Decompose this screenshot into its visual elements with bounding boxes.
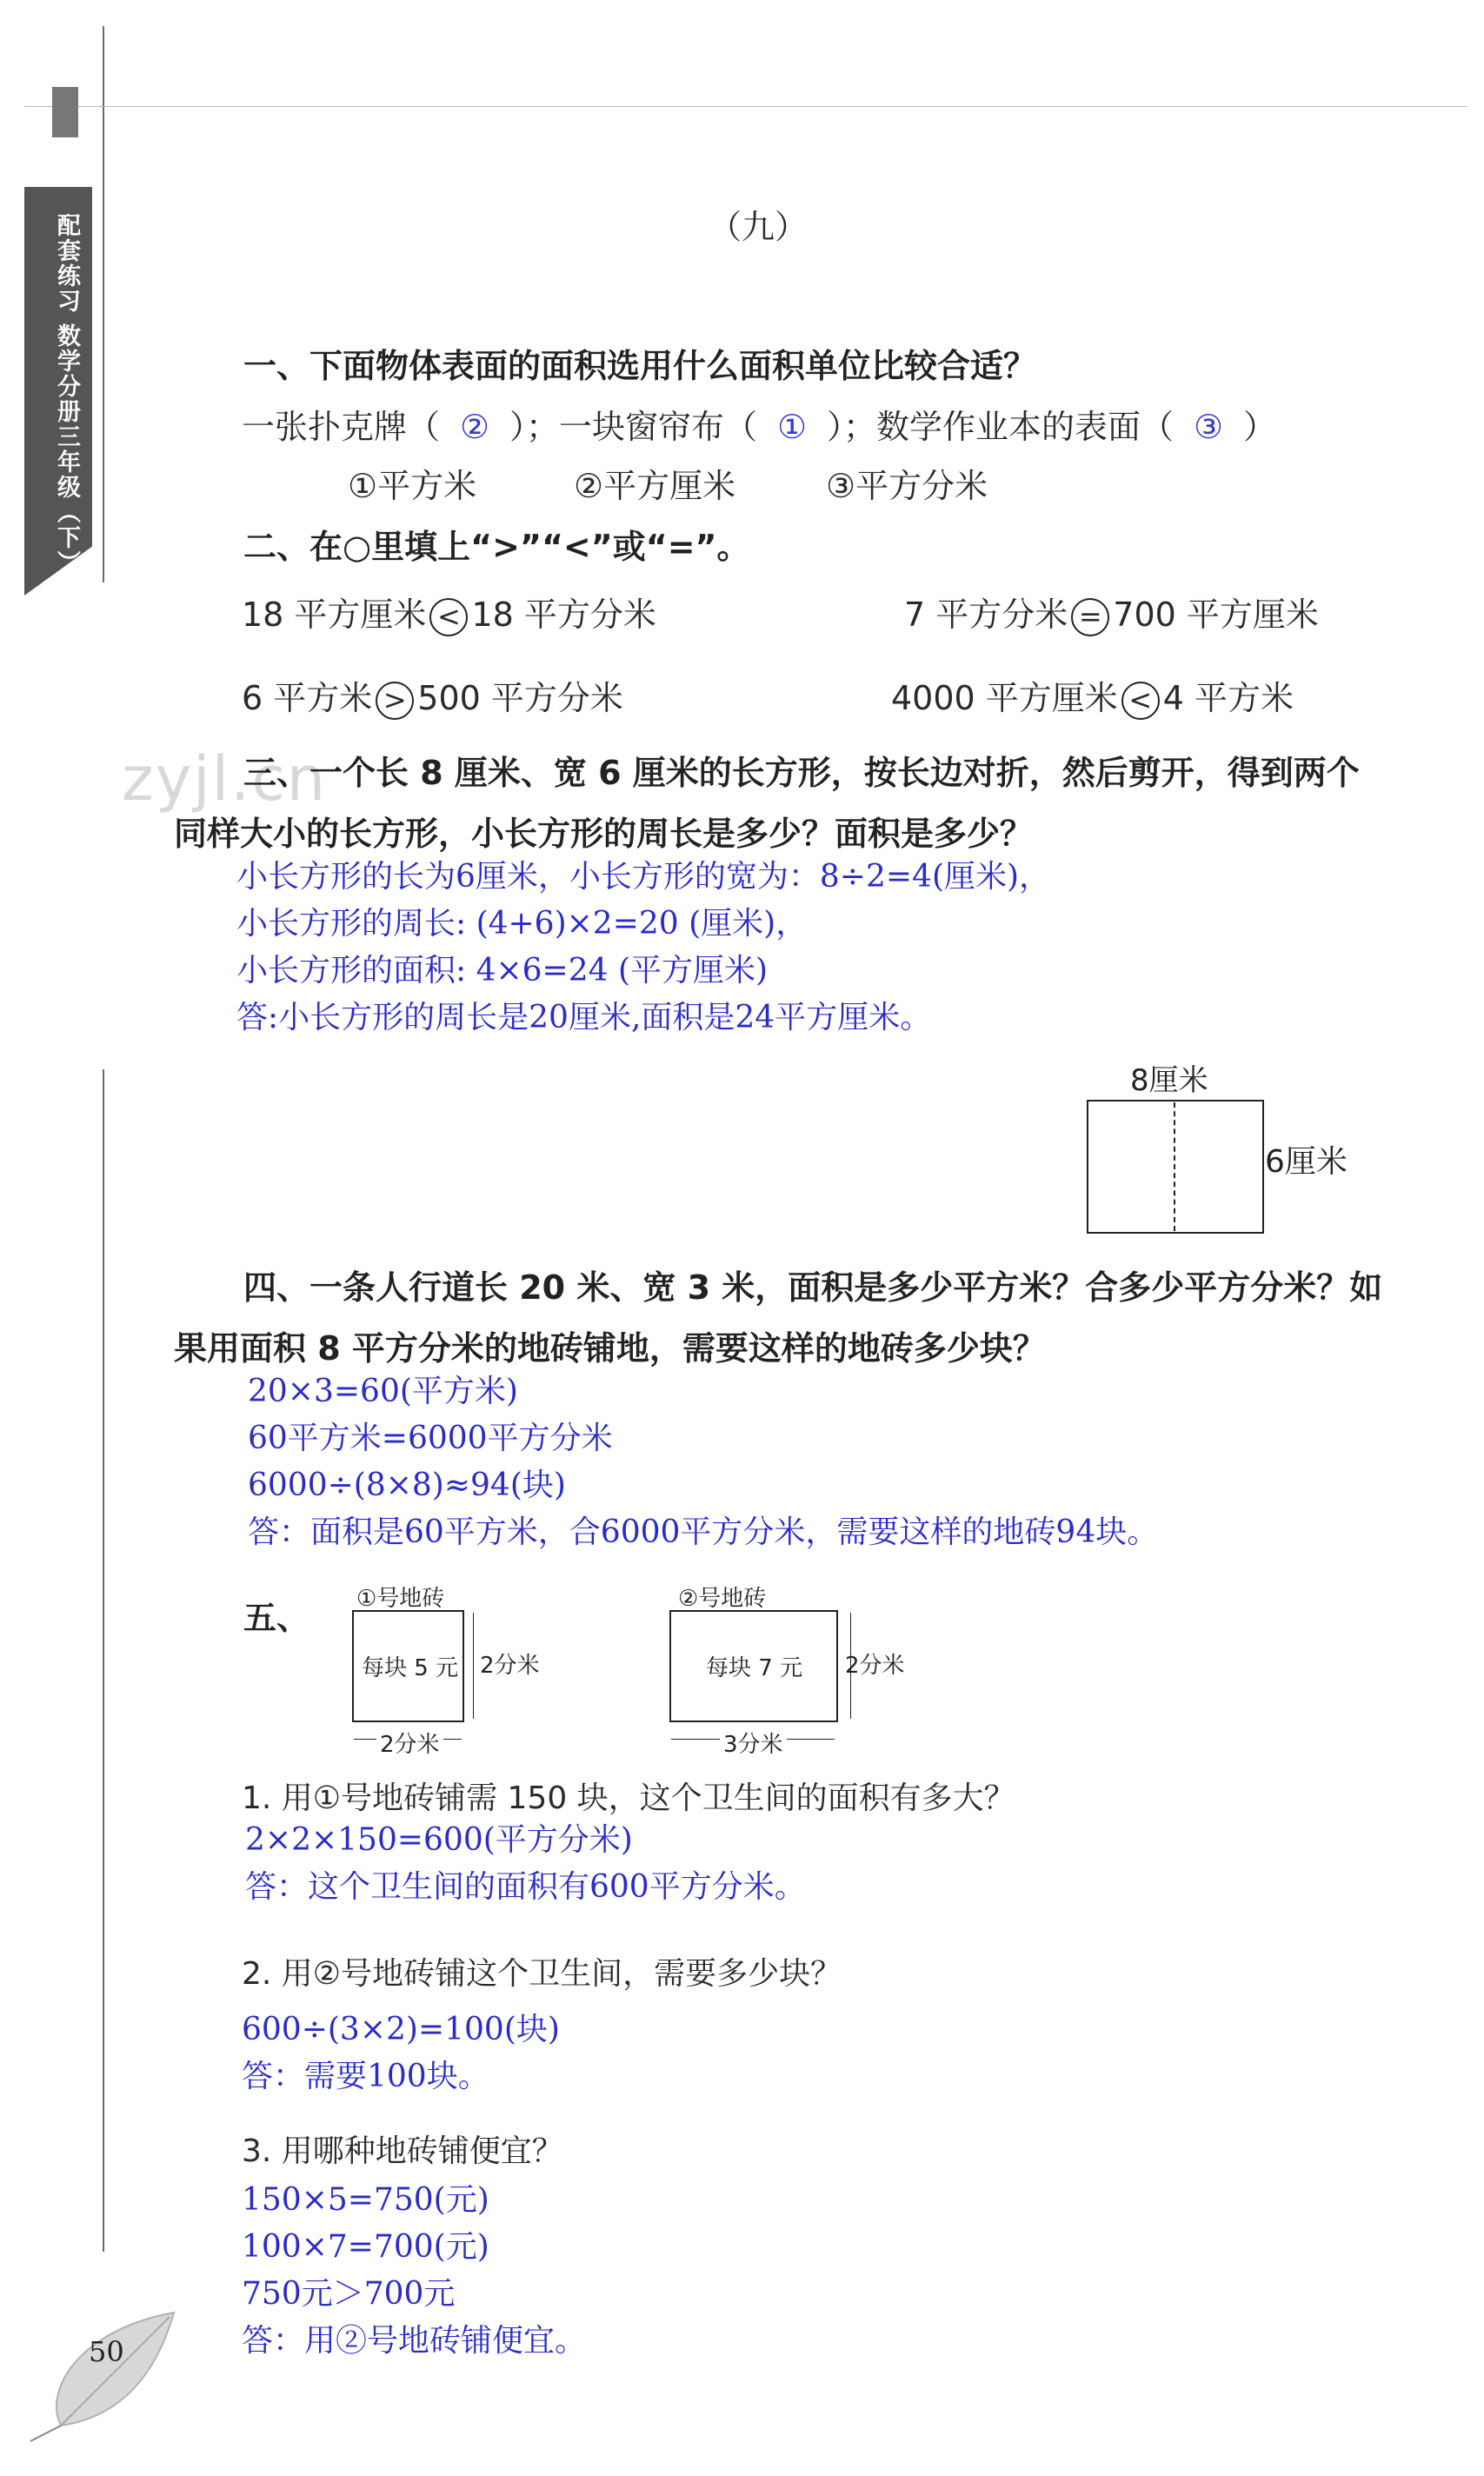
leaf-icon xyxy=(26,2295,183,2443)
sidebar-label: 配套练习 数学分册三年级（下） xyxy=(53,213,80,576)
tile2-price: 每块 7 元 xyxy=(706,1655,803,1681)
q2-item-2-left: 7 平方分米 xyxy=(904,596,1068,634)
q3-diagram-side-label: 6厘米 xyxy=(1265,1144,1348,1180)
q3-answer-4: 答:小长方形的周长是20厘米,面积是24平方厘米。 xyxy=(236,1000,932,1035)
q1-option-1: ①平方米 xyxy=(348,467,477,505)
watermark: zyjl.cn xyxy=(122,743,328,815)
q5-sub3-answer-1: 150×5=750(元) xyxy=(242,2182,489,2218)
q5-sub2-answer-2: 答：需要100块。 xyxy=(242,2059,489,2094)
tile1-height: 2分米 xyxy=(480,1653,540,1679)
tile1-height-arrow xyxy=(473,1613,474,1719)
q5-sub3-answer-3: 750元＞700元 xyxy=(242,2276,456,2312)
q4-answer-1: 20×3=60(平方米) xyxy=(248,1374,518,1409)
q4-title-line2: 果用面积 8 平方分米的地砖铺地，需要这样的地砖多少块？ xyxy=(174,1329,1046,1368)
q3-answer-3: 小长方形的面积: 4×6=24 (平方厘米) xyxy=(236,953,769,988)
q3-answer-1: 小长方形的长为6厘米，小长方形的宽为：8÷2=4(厘米)， xyxy=(236,859,1051,895)
q2-item-3-left: 6 平方米 xyxy=(242,679,373,717)
section-title: （九） xyxy=(709,208,809,246)
q2-item-2-right: 700 平方厘米 xyxy=(1113,596,1319,634)
q2-item-2 xyxy=(904,588,1319,636)
q5-sub1-answer-2: 答：这个卫生间的面积有600平方分米。 xyxy=(245,1869,806,1905)
tile1-price: 每块 5 元 xyxy=(362,1655,459,1681)
q5-sub3-question: 3. 用哪种地砖铺便宜？ xyxy=(242,2133,563,2169)
page-number: 50 xyxy=(89,2335,124,2368)
margin-rule-top xyxy=(103,26,104,582)
q5-sub3-answer-2: 100×7=700(元) xyxy=(242,2229,489,2265)
q2-item-3 xyxy=(242,671,623,720)
q3-fold-line xyxy=(1174,1102,1175,1231)
q5-sub2-answer-1: 600÷(3×2)=100(块) xyxy=(242,2012,560,2047)
q1-answer-a: ② xyxy=(459,408,490,446)
q3-diagram-top-label: 8厘米 xyxy=(1130,1063,1208,1098)
q4-answer-4: 答：面积是60平方米，合6000平方分米，需要这样的地砖94块。 xyxy=(248,1514,1159,1550)
q5-sub3-answer-4: 答：用②号地砖铺便宜。 xyxy=(242,2323,587,2359)
q5-label: 五、 xyxy=(243,1599,310,1637)
q1-answer-c: ③ xyxy=(1194,408,1224,446)
q2-item-1-left: 18 平方厘米 xyxy=(242,596,427,634)
tile1-width: 2分米 xyxy=(376,1727,443,1759)
q1-line xyxy=(242,400,1276,448)
q2-item-2-sign: = xyxy=(1071,598,1109,636)
q1-text-d: ） xyxy=(1243,408,1277,446)
tile2-name: ②号地砖 xyxy=(678,1586,767,1612)
q4-answer-3: 6000÷(8×8)≈94(块) xyxy=(248,1468,566,1503)
q2-item-3-sign: > xyxy=(376,682,414,720)
q2-item-4-left: 4000 平方厘米 xyxy=(891,679,1118,717)
q1-answer-b: ① xyxy=(776,408,808,446)
q2-item-4 xyxy=(891,671,1294,720)
q2-item-4-sign: < xyxy=(1121,682,1160,720)
q2-item-4-right: 4 平方米 xyxy=(1162,679,1294,717)
q2-item-1 xyxy=(242,588,656,636)
q1-text-a: 一张扑克牌（ xyxy=(242,408,441,446)
q5-sub2-question: 2. 用②号地砖铺这个卫生间，需要多少块？ xyxy=(242,1956,842,1992)
q4-title-line1: 四、一条人行道长 20 米、宽 3 米，面积是多少平方米？合多少平方分米？如 xyxy=(243,1268,1383,1307)
q2-item-3-right: 500 平方分米 xyxy=(417,679,623,717)
q5-sub1-question: 1. 用①号地砖铺需 150 块，这个卫生间的面积有多大？ xyxy=(242,1780,1015,1816)
q1-text-c: ）；数学作业本的表面（ xyxy=(827,408,1175,446)
q1-option-3: ③平方分米 xyxy=(826,467,988,505)
margin-rule-bottom xyxy=(103,1069,104,2252)
header-rule xyxy=(24,106,1467,107)
q2-item-1-right: 18 平方分米 xyxy=(471,596,656,634)
q1-option-2: ②平方厘米 xyxy=(574,467,736,505)
q5-sub1-answer-1: 2×2×150=600(平方分米) xyxy=(245,1822,633,1858)
q3-title-line2: 同样大小的长方形，小长方形的周长是多少？面积是多少？ xyxy=(174,815,1034,853)
q1-text-b: ）；一块窗帘布（ xyxy=(509,408,758,446)
q1-title: 一、下面物体表面的面积选用什么面积单位比较合适？ xyxy=(243,347,1037,385)
tile2-width: 3分米 xyxy=(720,1727,787,1759)
tile2-height: 2分米 xyxy=(845,1653,905,1679)
q4-answer-2: 60平方米=6000平方分米 xyxy=(248,1421,613,1456)
q3-title-line1: 三、一个长 8 厘米、宽 6 厘米的长方形，按长边对折，然后剪开，得到两个 xyxy=(243,754,1360,792)
corner-tab xyxy=(52,87,78,137)
q2-title: 二、在○里填上“>”“<”或“=”。 xyxy=(243,528,750,566)
tile1-name: ①号地砖 xyxy=(356,1586,445,1612)
q3-rectangle xyxy=(1087,1100,1264,1234)
q3-answer-2: 小长方形的周长: (4+6)×2=20 (厘米)， xyxy=(236,906,808,942)
q2-item-1-sign: < xyxy=(429,598,468,636)
